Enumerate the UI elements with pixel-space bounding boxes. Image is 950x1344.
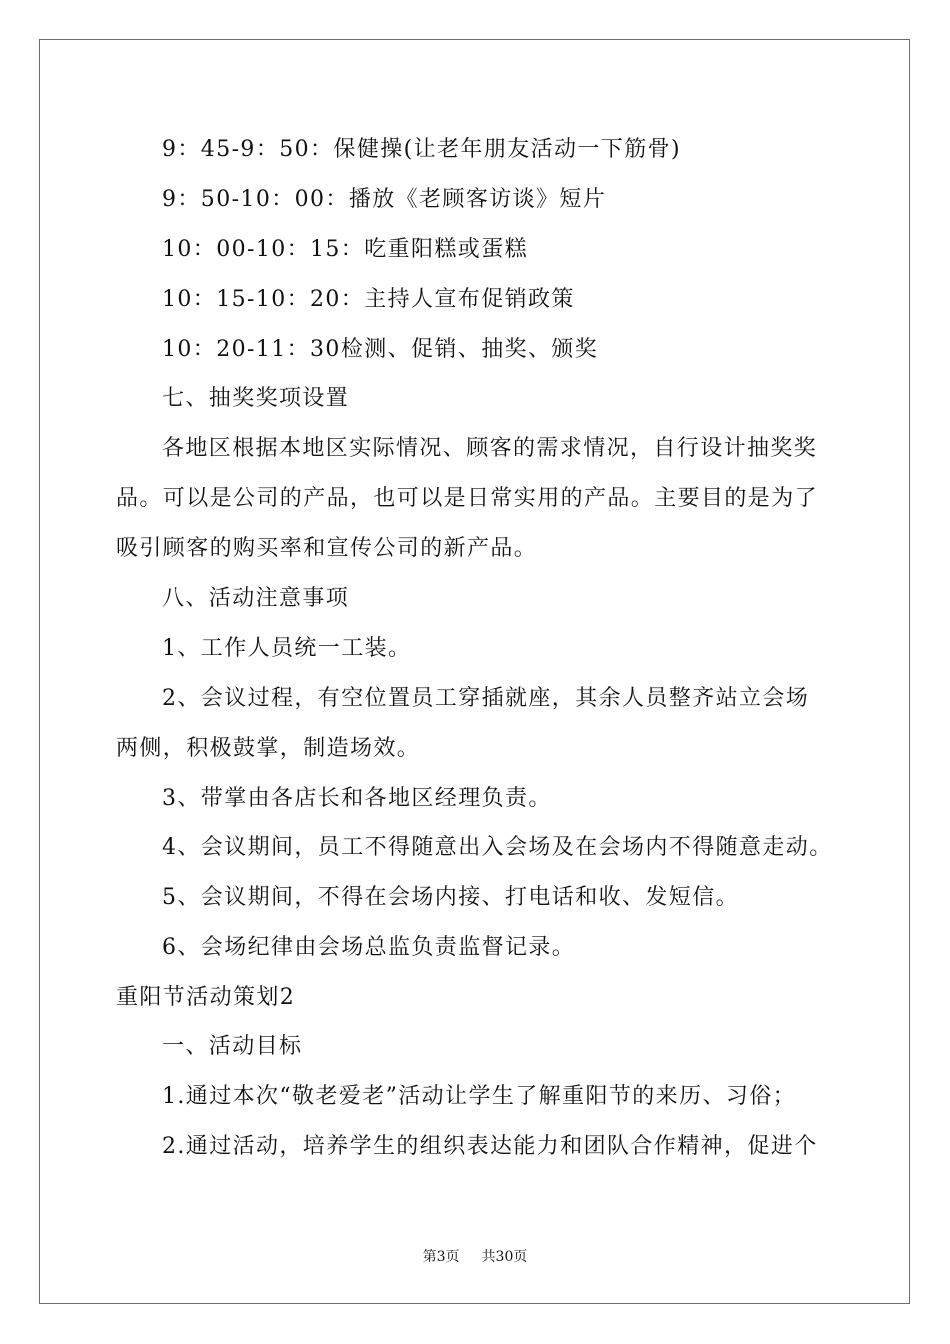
list-item: 2、会议过程，有空位置员工穿插就座，其余人员整齐站立会场	[162, 686, 810, 711]
list-item: 1、工作人员统一工装。	[162, 636, 412, 661]
list-item: 6、会场纪律由会场总监负责监督记录。	[162, 935, 576, 960]
paragraph-line: 各地区根据本地区实际情况、顾客的需求情况，自行设计抽奖奖	[162, 436, 818, 461]
list-item: 2.通过活动，培养学生的组织表达能力和团队合作精神，促进个	[162, 1134, 818, 1159]
paragraph-line: 品。可以是公司的产品，也可以是日常实用的产品。主要目的是为了	[116, 486, 819, 511]
text-line: 10：00-10：15：吃重阳糕或蛋糕	[162, 237, 529, 262]
document-title: 重阳节活动策划2	[116, 985, 296, 1010]
text-line: 9：50-10：00：播放《老顾客访谈》短片	[162, 187, 607, 212]
page-footer	[0, 1248, 950, 1266]
section-heading: 七、抽奖奖项设置	[162, 386, 350, 411]
section-heading: 八、活动注意事项	[162, 586, 350, 611]
section-heading: 一、活动目标	[162, 1034, 303, 1059]
page-number: 第3页	[422, 1249, 460, 1265]
page-total: 共30页	[481, 1249, 528, 1265]
list-item: 4、会议期间，员工不得随意出入会场及在会场内不得随意走动。	[162, 835, 833, 860]
page-border	[39, 39, 910, 1304]
list-item: 3、带掌由各店长和各地区经理负责。	[162, 786, 552, 811]
paragraph-line: 吸引顾客的购买率和宣传公司的新产品。	[116, 536, 538, 561]
list-item-continuation: 两侧，积极鼓掌，制造场效。	[116, 736, 421, 761]
list-item: 1.通过本次“敬老爱老”活动让学生了解重阳节的来历、习俗；	[162, 1084, 797, 1109]
list-item: 5、会议期间，不得在会场内接、打电话和收、发短信。	[162, 885, 739, 910]
text-line: 10：20-11：30检测、促销、抽奖、颁奖	[162, 337, 599, 362]
text-line: 9：45-9：50：保健操(让老年朋友活动一下筋骨)	[162, 137, 681, 162]
text-line: 10：15-10：20：主持人宣布促销政策	[162, 287, 575, 312]
